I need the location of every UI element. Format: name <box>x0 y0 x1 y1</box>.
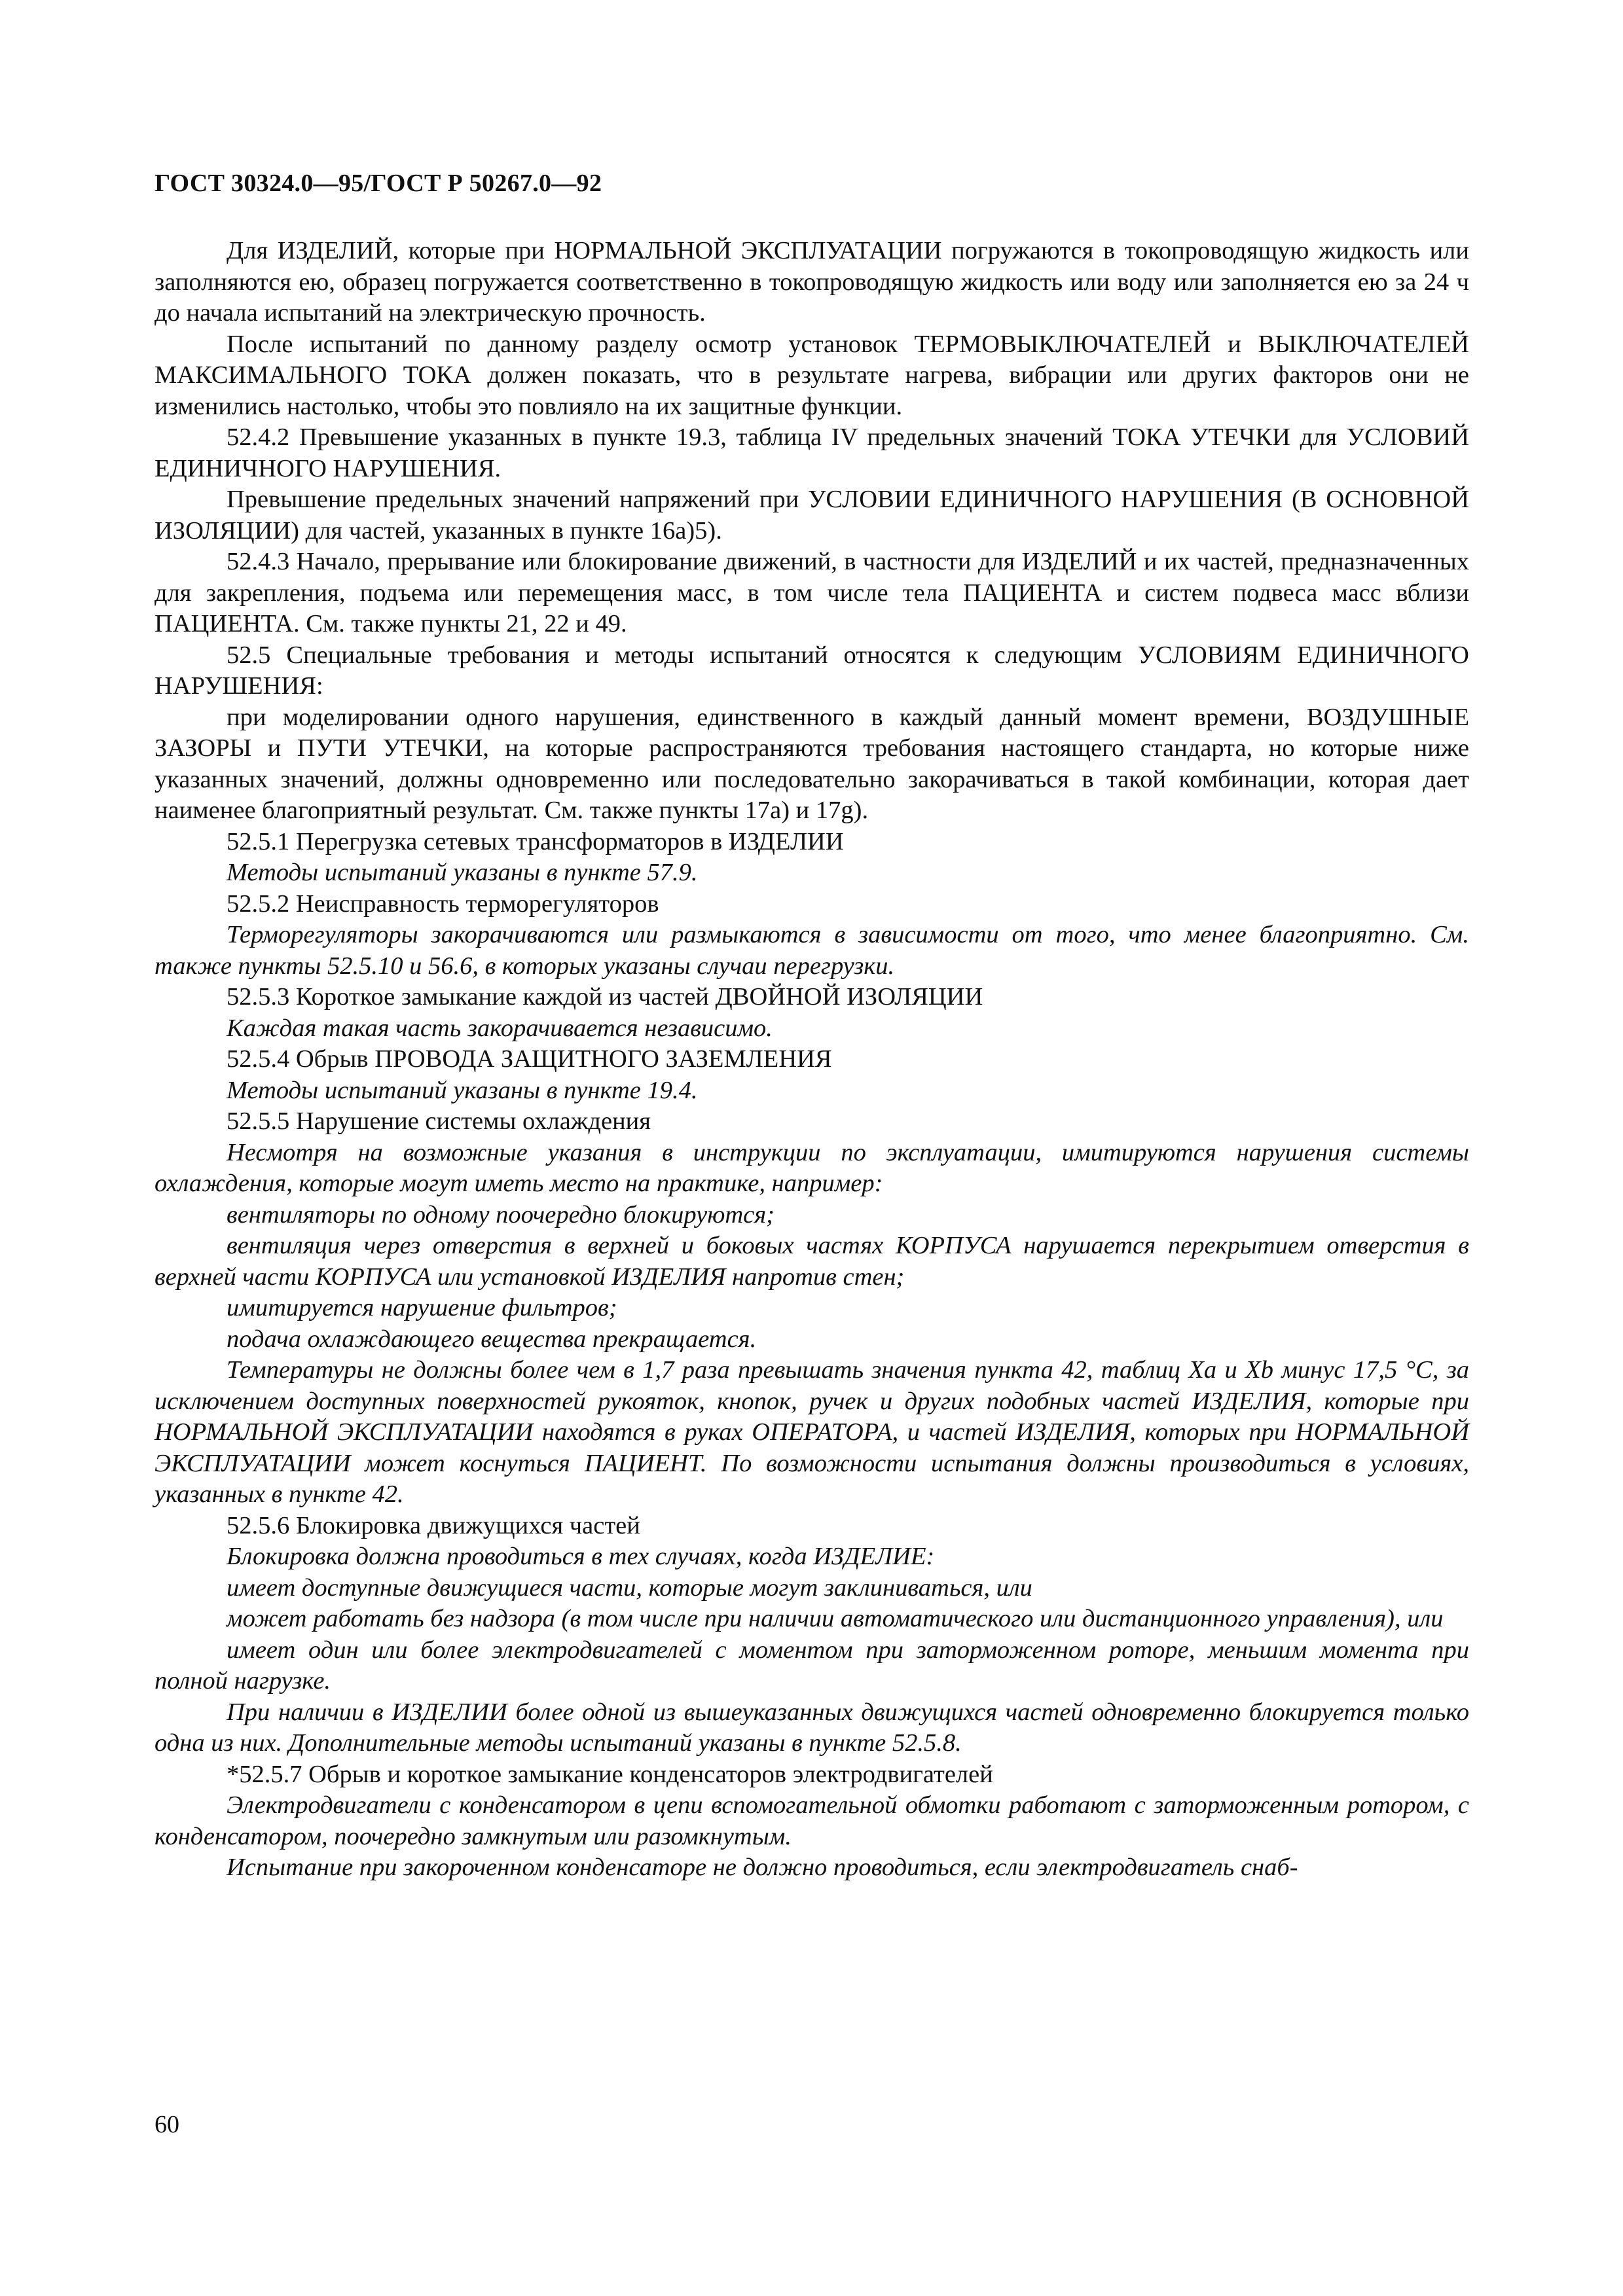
section-heading: 52.5.3 Короткое замыкание каждой из частей ДВОЙНОЙ ИЗОЛЯЦИИ <box>227 983 983 1011</box>
test-method-note: Блокировка должна проводиться в тех случаях, когда ИЗДЕЛИЕ: <box>227 1543 935 1570</box>
section-heading: 52.5.5 Нарушение системы охлаждения <box>227 1107 651 1135</box>
paragraph: После испытаний по данному разделу осмотр установок ТЕРМОВЫКЛЮЧАТЕЛЕЙ и ВЫКЛЮЧАТЕЛЕЙ МАКСИМАЛЬНОГО ТОКА должен показать, что в результате нагрева, вибрации или других факторов они не изменились настолько, чтобы это повлияло на их защитные функции. <box>155 330 1469 420</box>
test-method-note: может работать без надзора (в том числе при наличии автоматического или дистанционного управления), или <box>227 1605 1444 1632</box>
test-method-note: имеет один или более электродвигателей с моментом при заторможенном роторе, меньшим момента при полной нагрузке. <box>155 1636 1469 1695</box>
test-method-note: При наличии в ИЗДЕЛИИ более одной из вышеуказанных движущихся частей одновременно блокируется только одна из них. Дополнительные методы испытаний указаны в пункте 52.5.8. <box>155 1698 1469 1757</box>
document-body <box>155 236 1469 1884</box>
paragraph: 52.5 Специальные требования и методы испытаний относятся к следующим УСЛОВИЯМ ЕДИНИЧНОГО НАРУШЕНИЯ: <box>155 641 1469 700</box>
test-method-note: подача охлаждающего вещества прекращается. <box>227 1325 757 1353</box>
paragraph: при моделировании одного нарушения, единственного в каждый данный момент времени, ВОЗДУШНЫЕ ЗАЗОРЫ и ПУТИ УТЕЧКИ, на которые распространяются требования настоящего стандарта, но которые ниже указанных значений, должны одновременно или последовательно закорачиваться в такой комбинации, которая дает наименее благоприятный результат. См. также пункты 17а) и 17g). <box>155 703 1469 824</box>
test-method-note: вентиляция через отверстия в верхней и боковых частях КОРПУСА нарушается перекрытием отверстия в верхней части КОРПУСА или установкой ИЗДЕЛИЯ напротив стен; <box>155 1232 1469 1291</box>
test-method-note: Температуры не должны более чем в 1,7 раза превышать значения пункта 42, таблиц Ха и Xb минус 17,5 °С, за исключением доступных поверхностей рукояток, кнопок, ручек и других подобных частей ИЗДЕЛИЯ, которые при НОРМАЛЬНОЙ ЭКСПЛУАТАЦИИ находятся в руках ОПЕРАТОРА, и частей ИЗДЕЛИЯ, которых при НОРМАЛЬНОЙ ЭКСПЛУАТАЦИИ может коснуться ПАЦИЕНТ. По возможности испытания должны производиться в условиях, указанных в пункте 42. <box>155 1356 1469 1508</box>
test-method-note: Испытание при закороченном конденсаторе не должно проводиться, если электродвигатель снаб- <box>227 1854 1298 1881</box>
test-method-note: вентиляторы по одному поочередно блокируются; <box>227 1200 775 1229</box>
test-method-note: Электродвигатели с конденсатором в цепи вспомогательной обмотки работают с заторможенным ротором, с конденсатором, поочередно замкнутым или разомкнутым. <box>155 1791 1469 1850</box>
section-heading: 52.5.4 Обрыв ПРОВОДА ЗАЩИТНОГО ЗАЗЕМЛЕНИЯ <box>227 1045 832 1073</box>
test-method-note: Каждая такая часть закорачивается независимо. <box>227 1014 773 1042</box>
paragraph: 52.4.3 Начало, прерывание или блокирование движений, в частности для ИЗДЕЛИЙ и их частей, предназначенных для закрепления, подъема или перемещения масс, в том числе тела ПАЦИЕНТА и систем подвеса масс вблизи ПАЦИЕНТА. См. также пункты 21, 22 и 49. <box>155 548 1469 637</box>
test-method-note: Несмотря на возможные указания в инструкции по эксплуатации, имитируются нарушения системы охлаждения, которые могут иметь место на практике, например: <box>155 1138 1469 1197</box>
section-heading: 52.5.2 Неисправность терморегуляторов <box>227 889 659 918</box>
document-header: ГОСТ 30324.0—95/ГОСТ Р 50267.0—92 <box>155 170 602 197</box>
section-heading: *52.5.7 Обрыв и короткое замыкание конденсаторов электродвигателей <box>227 1760 993 1788</box>
test-method-note: Методы испытаний указаны в пункте 57.9. <box>227 859 698 886</box>
section-heading: 52.5.6 Блокировка движущихся частей <box>227 1511 640 1539</box>
section-heading: 52.5.1 Перегрузка сетевых трансформаторов в ИЗДЕЛИИ <box>227 827 844 855</box>
page-number: 60 <box>155 2111 179 2138</box>
paragraph: Превышение предельных значений напряжений при УСЛОВИИ ЕДИНИЧНОГО НАРУШЕНИЯ (В ОСНОВНОЙ ИЗОЛЯЦИИ) для частей, указанных в пункте 16а)5). <box>155 486 1469 545</box>
paragraph: Для ИЗДЕЛИЙ, которые при НОРМАЛЬНОЙ ЭКСПЛУАТАЦИИ погружаются в токопроводящую жидкость или заполняются ею, образец погружается соответственно в токопроводящую жидкость или воду или заполняется ею за 24 ч до начала испытаний на электрическую прочность. <box>155 237 1469 327</box>
test-method-note: имеет доступные движущиеся части, которые могут заклиниваться, или <box>227 1573 1032 1602</box>
test-method-note: Терморегуляторы закорачиваются или размыкаются в зависимости от того, что менее благоприятно. См. также пункты 52.5.10 и 56.6, в которых указаны случаи перегрузки. <box>155 921 1469 980</box>
test-method-note: Методы испытаний указаны в пункте 19.4. <box>227 1076 698 1104</box>
paragraph: 52.4.2 Превышение указанных в пункте 19.3, таблица IV предельных значений ТОКА УТЕЧКИ для УСЛОВИЙ ЕДИНИЧНОГО НАРУШЕНИЯ. <box>155 423 1469 482</box>
test-method-note: имитируется нарушение фильтров; <box>227 1294 617 1321</box>
